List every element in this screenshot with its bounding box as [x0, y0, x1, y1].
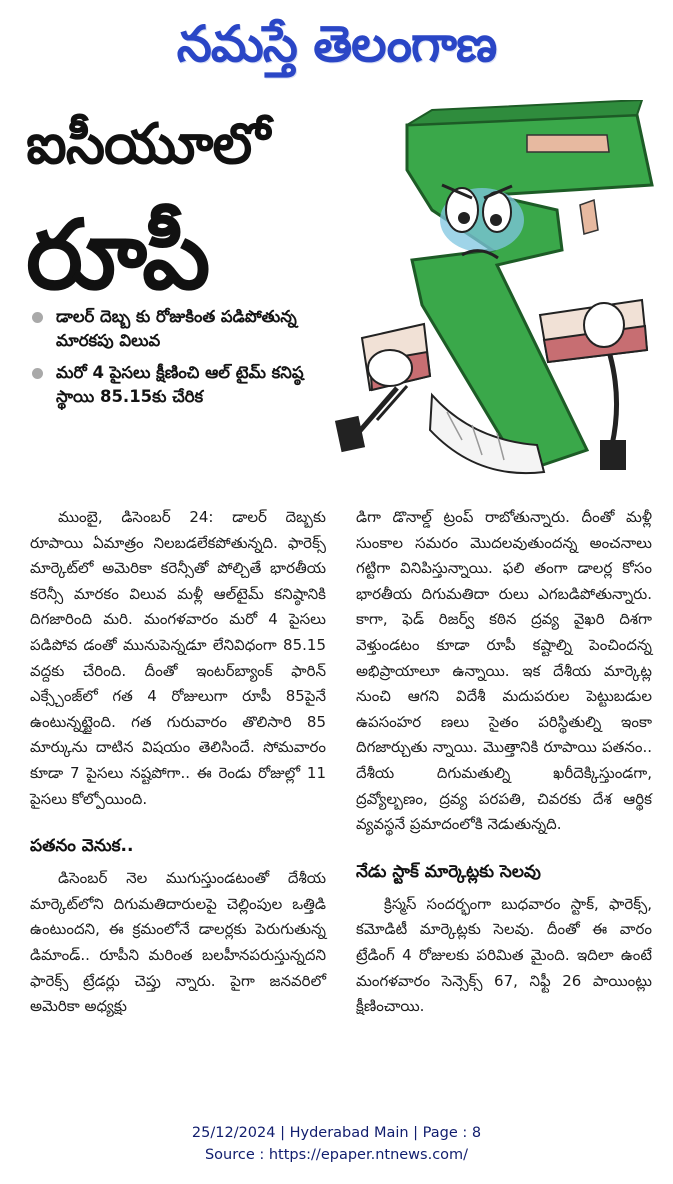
section-subhead: నేడు స్టాక్ మార్కెట్లకు సెలవు — [356, 861, 541, 882]
page-footer — [0, 1122, 673, 1166]
article-paragraph: ముంబై, డిసెంబర్ 24: డాలర్ దెబ్బకు రూపాయి ఏమాత్రం నిలబడలేకపోతున్నది. ఫారెక్స్ మార్కెట్‌లో అమెరికా కరెన్సీతో పోల్చితే భారతీయ కరెన్సీ మారకం విలువ మళ్లీ ఆల్‌టైమ్ కనిష్ఠానికి దిగజారింది మరి. మంగళవారం మరో 4 పైసలు పడిపోవ డంతో మునుపెన్నడూ లేనివిధంగా 85.15 వద్దకు చేరింది. దీంతో ఇంటర్‌బ్యాంక్ ఫారిన్ ఎక్స్చేంజ్‌లో గత 4 రోజులుగా రూపీ 85పైనే ఉంటున్నట్టైంది. గత గురువారం తొలిసారి 85 మార్కును దాటిన విషయం తెలిసిందే. సోమవారం కూడా 7 పైసలు నష్టపోగా.. ఈ రెండు రోజుల్లో 11 పైసలు కోల్పోయింది. — [30, 508, 326, 808]
article-column-right — [356, 505, 652, 1020]
masthead-logo: నమస్తే తెలంగాణ — [176, 14, 497, 73]
kicker: ఐసీయూలో — [26, 112, 270, 177]
article-paragraph: డిగా డొనాల్డ్ ట్రంప్ రాబోతున్నారు. దీంతో మళ్లీ సుంకాల సమరం మొదలవుతుందన్న అంచనాలు గట్టిగా వినిపిస్తున్నాయి. ఫలి తంగా డాలర్ల కోసం భారతీయ దిగుమతిదా రులు ఎగబడిపోతున్నారు. కాగా, ఫెడ్ రిజర్వ్ కఠిన ద్రవ్య వైఖరి దిశగా వెళ్తుండటం కూడా రూపీ కష్టాల్ని పెంచిందన్న అభిప్రాయాలూ ఉన్నాయి. ఇక దేశీయ మార్కెట్ల నుంచి ఆగని విదేశీ మదుపరుల పెట్టుబడుల ఉపసంహర ణలు సైతం పరిస్థితుల్ని ఇంకా దిగజార్చుతు న్నాయి. మొత్తానికి రూపాయి పతనం.. దేశీయ దిగుమతుల్ని ఖరీదెక్కిస్తుండగా, ద్రవ్యోల్బణం, ద్రవ్య పరపతి, చివరకు దేశ ఆర్థిక వ్యవస్థనే ప్రమాదంలోకి నెడుతున్నది. — [356, 508, 652, 834]
headline-area — [22, 100, 662, 485]
bullet-item — [22, 361, 322, 409]
headline: రూపీ — [26, 199, 209, 311]
rupee-cartoon-illustration — [312, 100, 662, 482]
bullet-dot-icon — [32, 368, 43, 379]
bullet-list — [22, 305, 322, 417]
article-paragraph: డిసెంబర్ నెల ముగుస్తుండటంతో దేశీయ మార్కెట్‌లోని దిగుమతిదారులపై చెల్లింపుల ఒత్తిడి ఉంటుందని, ఈ క్రమంలోనే డాలర్లకు పెరుగుతున్న డిమాండ్.. రూపీని మరింత బలహీనపరుస్తున్నదని ఫారెక్స్ ట్రేడర్లు చెప్తు న్నారు. పైగా జనవరిలో అమెరికా అధ్యక్షు — [30, 869, 326, 1016]
bullet-text: మరో 4 పైసలు క్షీణించి ఆల్ టైమ్ కనిష్ఠ స్థాయి 85.15కు చేరిక — [56, 363, 304, 406]
bullet-dot-icon — [32, 312, 43, 323]
edition-info: 25/12/2024 | Hyderabad Main | Page : 8 — [191, 1125, 482, 1141]
article-column-left — [30, 505, 326, 1020]
source-link[interactable]: Source : https://epaper.ntnews.com/ — [204, 1147, 469, 1163]
bullet-item — [22, 305, 322, 353]
section-subhead: పతనం వెనుక.. — [30, 836, 134, 857]
bullet-text: డాలర్ దెబ్బ కు రోజుకింత పడిపోతున్న మారకపు విలువ — [56, 307, 297, 350]
article-paragraph: క్రిస్మస్ సందర్భంగా బుధవారం స్టాక్, ఫారెక్స్, కమోడిటీ మార్కెట్లకు సెలవు. దీంతో ఈ వారం ట్రేడింగ్ 4 రోజులకు పరిమిత మైంది. ఇదిలా ఉంటే మంగళవారం సెన్సెక్స్ 67, నిఫ్టీ 26 పాయింట్లు క్షీణించాయి. — [356, 894, 652, 1016]
